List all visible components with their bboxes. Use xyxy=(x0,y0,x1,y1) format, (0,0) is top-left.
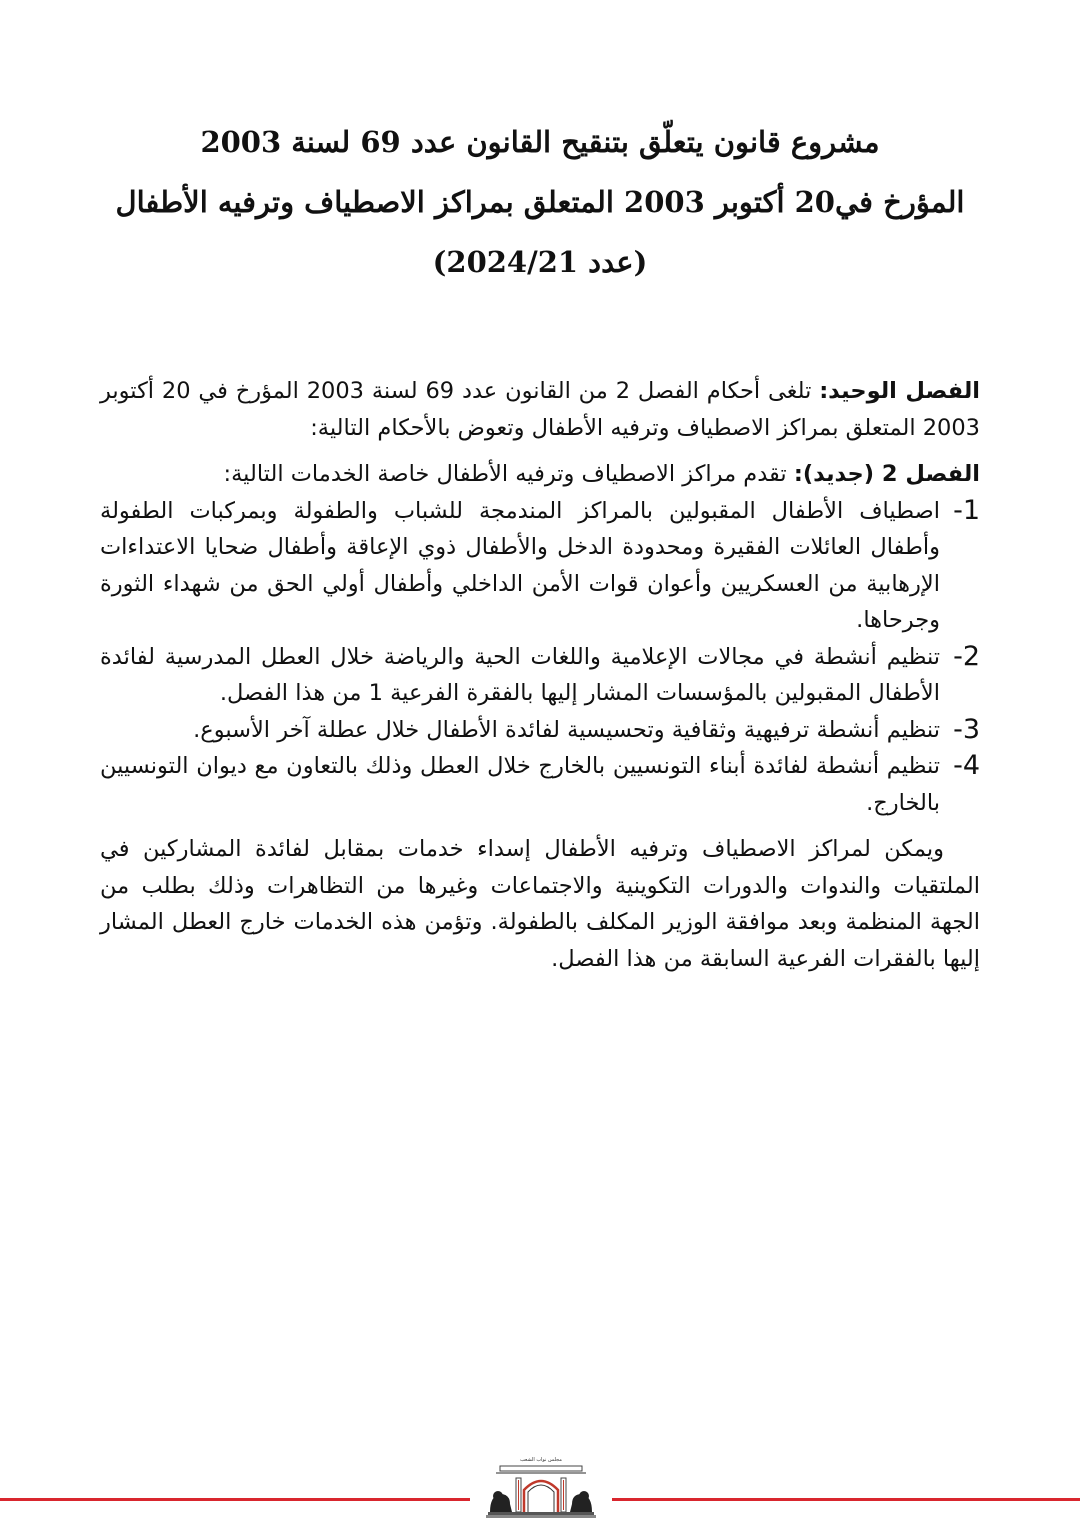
footer-rule-right xyxy=(612,1498,1080,1501)
emblem-caption: مجلس نواب الشعب xyxy=(520,1457,562,1463)
footer-rule-left xyxy=(0,1498,470,1501)
chapter-2-paragraph xyxy=(100,456,980,493)
list-item-text: تنظيم أنشطة ترفيهية وثقافية وتحسيسية لفائدة الأطفال خلال عطلة آخر الأسبوع. xyxy=(193,716,940,743)
chapter-2-text: تقدم مراكز الاصطياف وترفيه الأطفال خاصة الخدمات التالية: xyxy=(223,461,794,487)
title-line-2: المؤرخ في20 أكتوبر 2003 المتعلق بمراكز الاصطياف وترفيه الأطفال xyxy=(115,185,965,219)
list-item-number: 4- xyxy=(953,750,980,781)
parliament-building-icon xyxy=(486,1456,596,1520)
document-body xyxy=(100,373,980,977)
list-item-text: تنظيم أنشطة لفائدة أبناء التونسيين بالخارج خلال العطل وذلك بالتعاون مع ديوان التونسيين بالخارج. xyxy=(100,753,940,816)
parliament-building-drawing xyxy=(486,1464,596,1520)
list-item-number: 2- xyxy=(953,640,980,672)
list-item-text: اصطياف الأطفال المقبولين بالمراكز المندمجة للشباب والطفولة وبمركبات الطفولة وأطفال العائلات الفقيرة ومحدودة الدخل والأطفال ذوي الإعاقة وأطفال ضحايا الاعتداءات الإرهابية من العسكريين وأعوان قوات الأمن الداخلي وأطفال أولي الحق من شهداء الثورة وجرحاها. xyxy=(100,497,940,633)
closing-paragraph: ويمكن لمراكز الاصطياف وترفيه الأطفال إسداء خدمات بمقابل لفائدة المشاركين في الملتقيات والندوات والدورات التكوينية والاجتماعات وغيرها من التظاهرات وذلك بطلب من الجهة المنظمة وبعد موافقة الوزير المكلف بالطفولة. وتؤمن هذه الخدمات خارج العطل المشار إليها بالفقرات الفرعية السابقة من هذا الفصل. xyxy=(100,836,980,972)
list-item-text: تنظيم أنشطة في مجالات الإعلامية واللغات الحية والرياضة خلال العطل المدرسية لفائدة الأطفال المقبولين بالمؤسسات المشار إليها بالفقرة الفرعية 1 من هذا الفصل. xyxy=(100,643,940,706)
sole-chapter-label: الفصل الوحيد: xyxy=(819,378,980,404)
list-item-number: 1- xyxy=(953,494,980,526)
list-item xyxy=(100,712,980,749)
document-title xyxy=(90,112,990,292)
list-item xyxy=(100,493,980,639)
list-item xyxy=(100,748,980,821)
chapter-2-label: الفصل 2 (جديد): xyxy=(793,461,980,487)
list-item xyxy=(100,639,980,712)
title-line-1: مشروع قانون يتعلّق بتنقيح القانون عدد 69 لسنة 2003 xyxy=(200,125,880,159)
sole-chapter-paragraph xyxy=(100,373,980,446)
list-item-number: 3- xyxy=(953,713,980,745)
title-line-3: (عدد 2024/21) xyxy=(432,245,648,279)
sole-chapter-text: تلغى أحكام الفصل 2 من القانون عدد 69 لسنة 2003 المؤرخ في 20 أكتوبر 2003 المتعلق بمراكز الاصطياف وترفيه الأطفال وتعوض بالأحكام التالية: xyxy=(100,378,980,441)
